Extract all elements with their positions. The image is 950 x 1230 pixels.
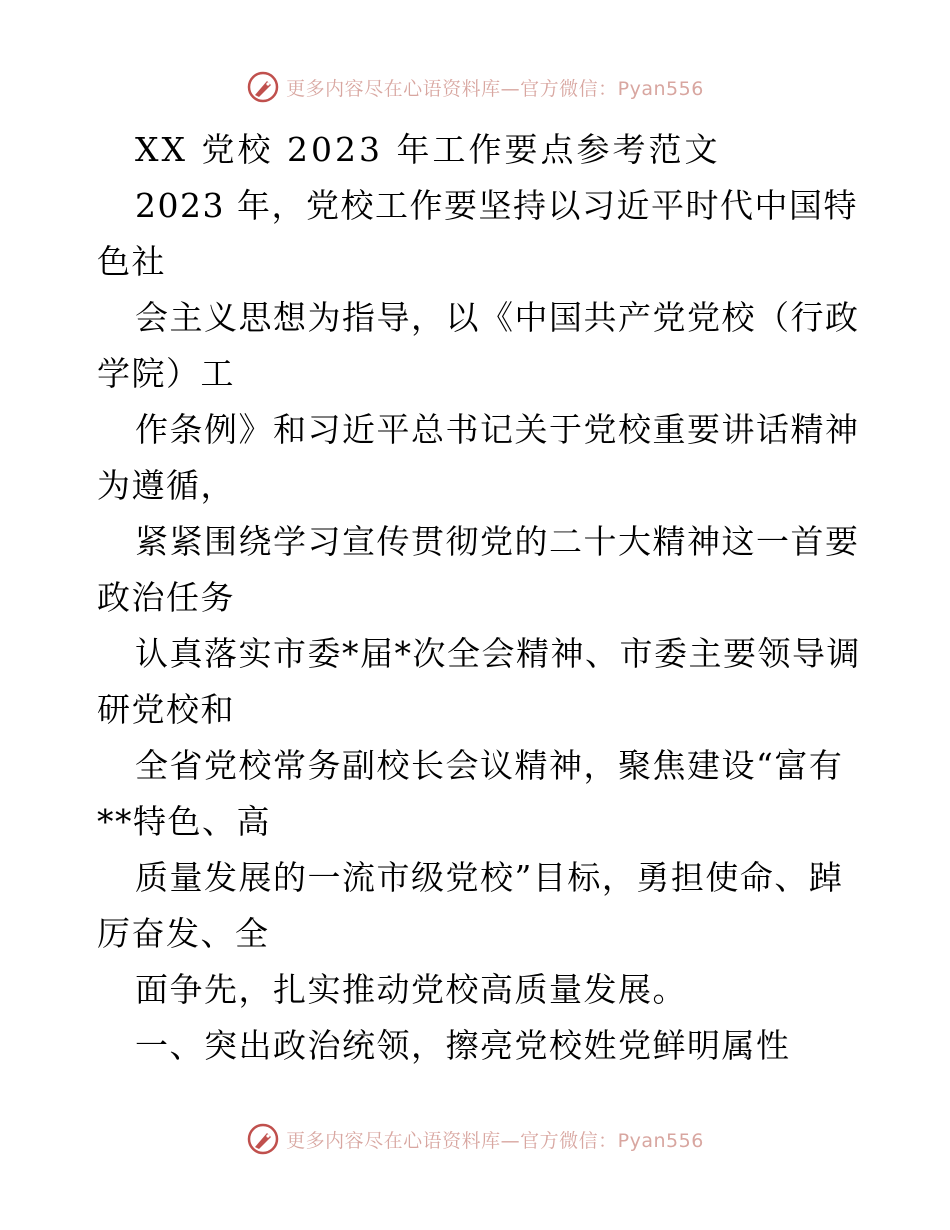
footer-watermark [0,1122,950,1156]
paragraph-line: 研党校和 [97,690,235,729]
watermark-text: 更多内容尽在心语资料库—官方微信：Pyan556 [286,77,704,100]
paragraph-line: 为遵循， [97,466,235,505]
paragraph-line: 政治任务 [97,578,235,617]
paragraph-line: 全省党校常务副校长会议精神，聚焦建设“富有 [135,746,844,785]
paragraph-line: 2023 年，党校工作要坚持以习近平时代中国特 [135,186,858,225]
watermark-text: 更多内容尽在心语资料库—官方微信：Pyan556 [286,1129,704,1152]
document-body [97,122,861,1074]
pen-nib-logo-icon [246,70,280,104]
document-title: XX 党校 2023 年工作要点参考范文 [135,130,721,169]
paragraph-line: 紧紧围绕学习宣传贯彻党的二十大精神这一首要 [135,522,860,561]
pen-nib-logo-icon [246,1122,280,1156]
paragraph-line: 作条例》和习近平总书记关于党校重要讲话精神 [135,410,860,449]
section-heading: 一、突出政治统领，擦亮党校姓党鲜明属性 [135,1026,791,1065]
paragraph-line: 色社 [97,242,166,281]
paragraph-line: **特色、高 [97,802,271,841]
paragraph-line: 会主义思想为指导，以《中国共产党党校（行政 [135,298,860,337]
paragraph-line: 认真落实市委*届*次全会精神、市委主要领导调 [135,634,861,673]
paragraph-line: 面争先，扎实推动党校高质量发展。 [135,970,687,1009]
paragraph-line: 质量发展的一流市级党校”目标，勇担使命、踔 [135,858,844,897]
header-watermark [0,70,950,104]
paragraph-line: 学院）工 [97,354,235,393]
paragraph-line: 厉奋发、全 [97,914,270,953]
